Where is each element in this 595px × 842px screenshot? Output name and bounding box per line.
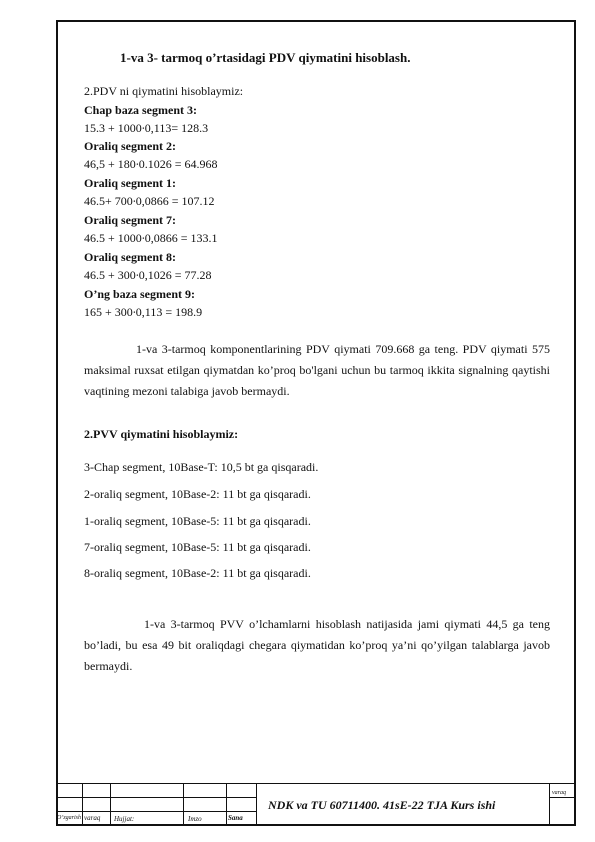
col-imzo-label: Imzo	[188, 815, 202, 823]
pvv-list-item: 8-oraliq segment, 10Base-2: 11 bt ga qisqaradi.	[84, 566, 311, 580]
col-hujjat-label: Hujjat:	[114, 815, 135, 823]
pvv-heading: 2.PVV qiymatini hisoblaymiz:	[84, 427, 239, 441]
title-block-varaq-line	[549, 797, 576, 798]
segment-name: Oraliq segment 7:	[84, 213, 176, 227]
intro-line: 2.PDV ni qiymatini hisoblaymiz:	[84, 84, 244, 98]
title-block-col-line	[82, 783, 83, 826]
title-block-col-line	[256, 783, 257, 826]
segment-name: Oraliq segment 8:	[84, 250, 176, 264]
section-title: 1-va 3- tarmoq o’rtasidagi PDV qiymatini hisoblash.	[120, 50, 411, 65]
pdv-conclusion-paragraph: 1-va 3-tarmoq komponentlarining PDV qiymati 709.668 ga teng. PDV qiymati 575 maksimal ruxsat etilgan qiymatdan ko’proq bo'lgani uchun bu tarmoq ikkita signalning qaytishi vaqtining mezoni talabiga javob bermaydi.	[84, 342, 550, 398]
title-block-col-line	[226, 783, 227, 826]
segment-formula: 46.5 + 1000∙0,0866 = 133.1	[84, 231, 218, 245]
pvv-list-item: 3-Chap segment, 10Base-T: 10,5 bt ga qisqaradi.	[84, 460, 319, 474]
title-block-col-line	[183, 783, 184, 826]
segment-formula: 15.3 + 1000∙0,113= 128.3	[84, 121, 209, 135]
col-varaq-label: varaq	[84, 814, 101, 822]
col-ozgarish-label: O’zgarish	[57, 815, 82, 821]
segment-formula: 46,5 + 180∙0.1026 = 64.968	[84, 157, 218, 171]
segment-formula: 46.5 + 300∙0,1026 = 77.28	[84, 268, 212, 282]
segment-formula: 165 + 300∙0,113 = 198.9	[84, 305, 203, 319]
title-block-col-line	[110, 783, 111, 826]
segment-formula: 46.5+ 700∙0,0866 = 107.12	[84, 194, 215, 208]
segment-name: O’ng baza segment 9:	[84, 287, 195, 301]
segment-name: Oraliq segment 2:	[84, 139, 176, 153]
segment-name: Oraliq segment 1:	[84, 176, 176, 190]
document-code: NDK va TU 60711400. 41sE-22 TJA Kurs ishi	[268, 798, 496, 812]
pvv-list-item: 1-oraliq segment, 10Base-5: 11 bt ga qisqaradi.	[84, 514, 311, 528]
segment-name: Chap baza segment 3:	[84, 103, 197, 117]
sheet-label: varaq	[552, 790, 566, 796]
pvv-list-item: 2-oraliq segment, 10Base-2: 11 bt ga qisqaradi.	[84, 487, 311, 501]
pvv-conclusion-paragraph: 1-va 3-tarmoq PVV o’lchamlarni hisoblash natijasida jami qiymati 44,5 ga teng bo’ladi, bu esa 49 bit oraliqdagi chegara qiymatidan ko’proq ya’ni qo’yilgan talablarga javob bermaydi.	[84, 617, 550, 673]
col-sana-label: Sana	[228, 814, 243, 822]
pvv-list-item: 7-oraliq segment, 10Base-5: 11 bt ga qisqaradi.	[84, 540, 311, 554]
title-block-col-line	[549, 783, 550, 826]
title-block-top-line	[56, 783, 576, 784]
